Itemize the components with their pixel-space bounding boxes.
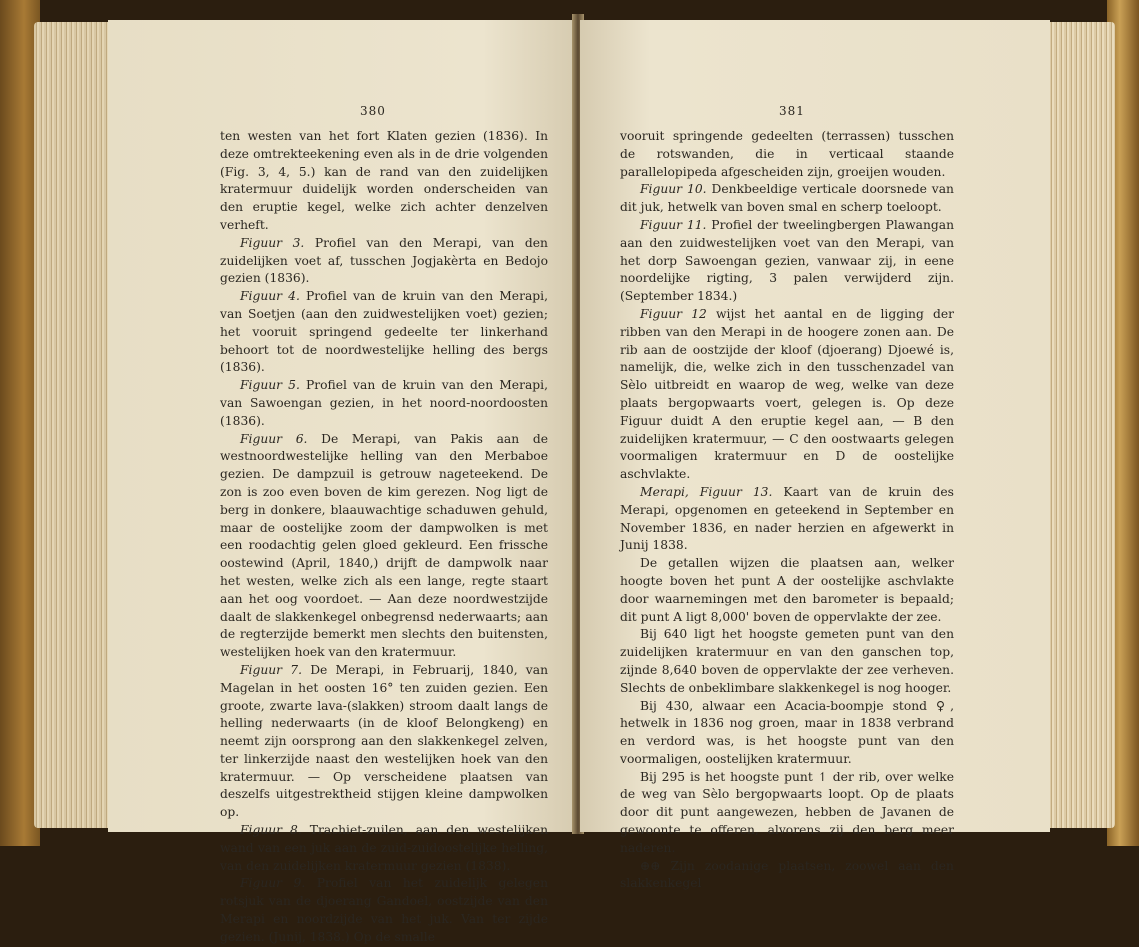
- figure-lead: Figuur 7.: [240, 662, 302, 677]
- paragraph: [220, 662, 548, 822]
- figure-lead: Figuur 9.: [240, 876, 306, 891]
- paragraph: [620, 698, 954, 769]
- paragraph-text: De getallen wijzen die plaatsen aan, welker hoogte boven het punt A der oostelijke aschvlakte door waarnemingen met den barometer is bepaald; dit punt A ligt 8,000' boven de oppervlakte der zee.: [620, 556, 954, 624]
- paragraph: [220, 235, 548, 288]
- paragraph-text: De Merapi, in Februarij, 1840, van Magelan in het oosten 16° ten zuiden gezien. Een groote, zwarte lava-(slakken) stroom daalt langs de helling nederwaarts (in de kloof Belongkeng) en neemt zijn oorsprong aan den slakkenkegel zelven, ter linkerzijde naast den westelijken hoek van den kratermuur. — Op verscheidene plaatsen van deszelfs uitgestrektheid stijgen kleine dampwolken op.: [220, 662, 548, 820]
- paragraph-text: ten westen van het fort Klaten gezien (1836). In deze omtrekteekening even als in de drie volgenden (Fig. 3, 4, 5.) kan de rand van den zuidelijken kratermuur duidelijk worden onderscheiden van den eruptie kegel, welke zich achter denzelven verheft.: [220, 129, 548, 232]
- paragraph: [220, 377, 548, 430]
- figure-lead: Figuur 4.: [240, 289, 300, 304]
- paragraph: [620, 217, 954, 306]
- paragraph-text: Profiel der tweelingbergen Plawangan aan den zuidwestelijken voet van den Merapi, van het dorp Sawoengan gezien, vanwaar zij, in eene noordelijke rigting, 3 palen verwijderd zijn. (September 1834.): [620, 217, 954, 304]
- paragraph: [620, 769, 954, 858]
- figure-lead: Figuur 12: [640, 306, 707, 321]
- figure-lead: Merapi, Figuur 13.: [640, 484, 773, 499]
- paragraph-text: Zijn zoodanige plaatsen, zoowel aan den slakkenkegel: [620, 858, 954, 891]
- paragraph: [620, 484, 954, 555]
- paragraph-text: Profiel van de kruin van den Merapi, van Sawoengan gezien, in het noord-noordoosten (1836).: [220, 378, 548, 428]
- paragraph: [220, 288, 548, 377]
- paragraph-text: Trachiet-zuilen, aan den westelijken wand van een juk aan de zuid-zuidoostelijke helling, van den zuidelijken kratermuur gezien (1838).: [220, 823, 548, 873]
- left-page: [108, 20, 576, 944]
- figure-lead: Figuur 10.: [640, 182, 707, 197]
- paragraph: [620, 555, 954, 626]
- left-page-text: [220, 128, 548, 947]
- paragraph-text: Profiel van den Merapi, van den zuidelijken voet af, tusschen Jogjakèrta en Bedojo gezien (1836).: [220, 235, 548, 286]
- figure-lead: Figuur 3.: [240, 235, 305, 250]
- paragraph-text: Bij 640 ligt het hoogste gemeten punt van den zuidelijken kratermuur en van den ganschen top, zijnde 8,640 boven de oppervlakte der zee verheven. Slechts de onbeklimbare slakkenkegel is nog hooger.: [620, 627, 954, 695]
- paragraph-text: Bij 430, alwaar een Acacia-boompje stond ♀, hetwelk in 1836 nog groen, maar in 1838 verbrand en verdord was, is het hoogste punt van den voormaligen, oostelijken kratermuur.: [620, 698, 954, 766]
- right-page-number: 381: [779, 104, 805, 118]
- paragraph-text: wijst het aantal en de ligging der ribben van den Merapi in de hoogere zonen aan. De rib aan de oostzijde der kloof (djoerang) Djoewé is, namelijk, die, welke zich in den tusschenzadel van Sèlo uitbreidt en waarop de weg, welke van deze plaats bergopwaarts voert, gelegen is. Op deze Figuur duidt A den eruptie kegel aan, — B den zuidelijken kratermuur, — C den oostwaarts gelegen voormaligen kratermuur en D de oostelijke aschvlakte.: [620, 306, 954, 482]
- paragraph: [620, 306, 954, 484]
- right-page: [580, 20, 1050, 891]
- paragraph-text: vooruit springende gedeelten (terrassen) tusschen de rotswanden, die in verticaal staande parallelopipeda afgescheiden zijn, groeijen wouden.: [620, 129, 954, 179]
- paragraph-text: Kaart van de kruin des Merapi, opgenomen en geteekend in September en November 1836, en nader herzien en afgewerkt in Junij 1838.: [620, 484, 954, 553]
- paragraph-text: Denkbeeldige verticale doorsnede van dit juk, hetwelk van boven smal en scherp toeloopt.: [620, 182, 954, 215]
- page-edges-right: [1049, 22, 1115, 828]
- left-page-number: 380: [360, 104, 386, 118]
- paragraph: [620, 128, 954, 181]
- paragraph: [220, 128, 548, 235]
- page-edges-left: [34, 22, 110, 828]
- paragraph: [220, 822, 548, 875]
- figure-lead: Figuur 5.: [240, 378, 300, 393]
- paragraph-text: Bij 295 is het hoogste punt ↿ der rib, over welke de weg van Sèlo bergopwaarts loopt. Op de plaats door dit punt aangewezen, hebben de Javanen de gewoonte te offeren, alvorens zij den berg meer naderen.: [620, 769, 954, 855]
- figure-lead: Figuur 11.: [640, 217, 707, 232]
- paragraph-text: Profiel van de kruin van den Merapi, van Soetjen (aan den zuidwestelijken voet) gezien; het vooruit springend gedeelte ter linkerhand behoort tot de noordwestelijke helling des bergs (1836).: [220, 289, 548, 375]
- right-page-text: [620, 128, 954, 893]
- paragraph: [620, 858, 954, 894]
- figure-lead: ⊕⊕: [640, 858, 661, 873]
- figure-lead: Figuur 8.: [240, 823, 302, 838]
- paragraph-text: Profiel van het zuidelijk gelegen rotsjuk van de djoerang Gandoel, oostzijde van den Merapi en noordzijde van het juk. Van ter zijde gezien. (Junij, 1838.) Op de smalle: [220, 876, 548, 944]
- paragraph: [220, 431, 548, 662]
- paragraph: [620, 181, 954, 217]
- figure-lead: Figuur 6.: [240, 431, 308, 446]
- paragraph: [220, 875, 548, 946]
- paragraph-text: De Merapi, van Pakis aan de westnoordwestelijke helling van den Merbaboe gezien. De dampzuil is getrouw nageteekend. De zon is zoo even boven de kim gerezen. Nog ligt de berg in donkere, blaauwachtige schaduwen gehuld, maar de oostelijke zoom der dampwolken is met een roodachtig gelen gloed gekleurd. Een frissche oostewind (April, 1840,) drijft de dampwolk naar het westen, welke zich als een lange, regte staart aan het oog voordoet. — Aan deze noordwestzijde daalt de slakkenkegel onbegrensd nederwaarts; aan de regterzijde bemerkt men slechts den buitensten, westelijken hoek van den kratermuur.: [220, 431, 548, 660]
- paragraph: [620, 626, 954, 697]
